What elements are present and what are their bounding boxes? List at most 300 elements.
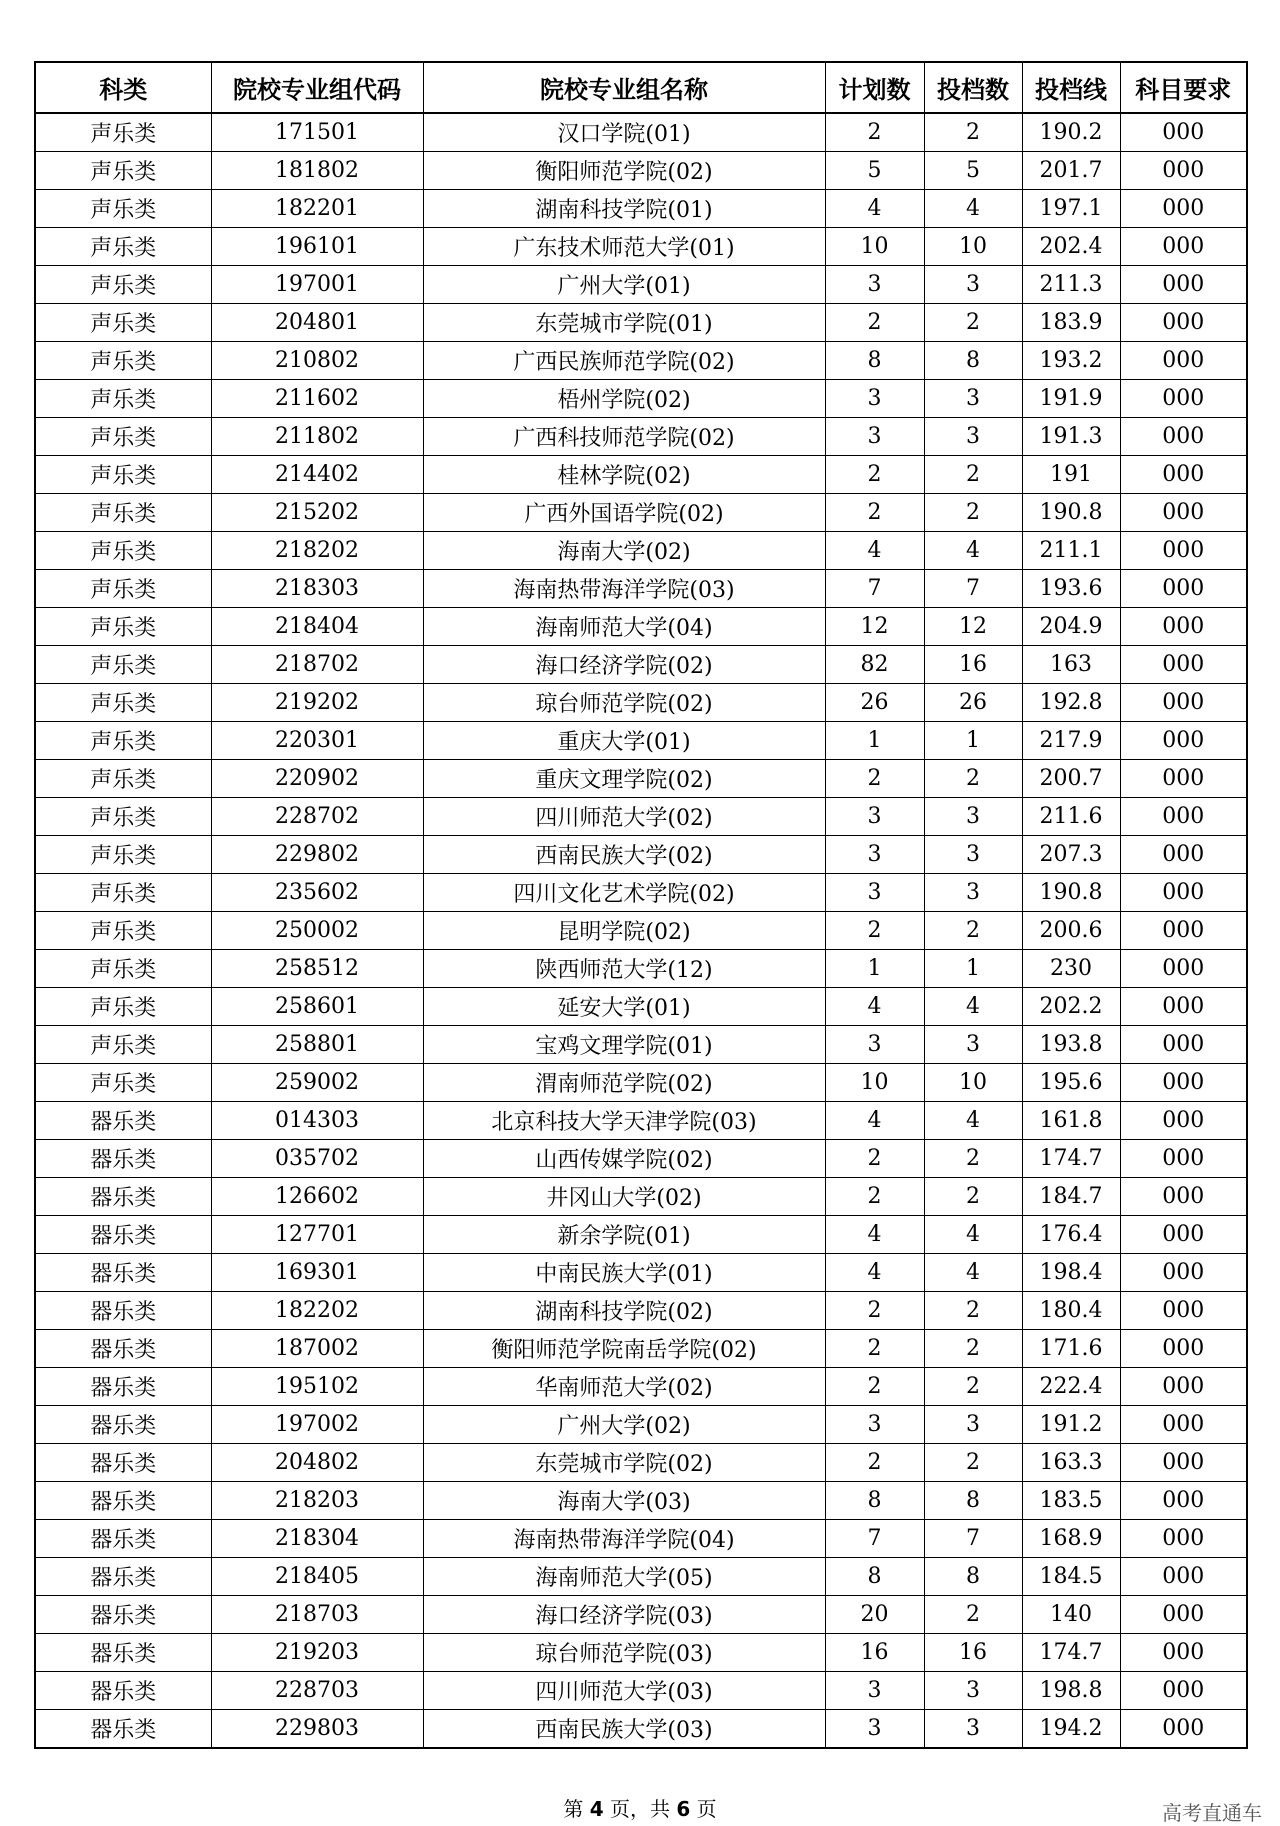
cell-cutoff-score: 168.9 xyxy=(1022,1520,1120,1558)
cell-subject-requirement: 000 xyxy=(1120,1482,1247,1520)
cell-subject-requirement: 000 xyxy=(1120,1558,1247,1596)
cell-cutoff-score: 163 xyxy=(1022,646,1120,684)
table-row xyxy=(35,532,1247,570)
cell-subject-requirement: 000 xyxy=(1120,190,1247,228)
cell-cutoff-score: 200.6 xyxy=(1022,912,1120,950)
cell-plan-count: 2 xyxy=(825,1140,924,1178)
cell-subject-requirement: 000 xyxy=(1120,532,1247,570)
cell-category: 器乐类 xyxy=(35,1178,211,1216)
cell-group-code: 197002 xyxy=(211,1406,423,1444)
cell-admitted-count: 7 xyxy=(924,570,1022,608)
watermark-text: 高考直通车 xyxy=(1162,1801,1262,1825)
cell-group-name: 海南大学(03) xyxy=(423,1482,825,1520)
cell-category: 声乐类 xyxy=(35,494,211,532)
cell-subject-requirement: 000 xyxy=(1120,798,1247,836)
cell-plan-count: 2 xyxy=(825,1292,924,1330)
cell-category: 声乐类 xyxy=(35,418,211,456)
cell-group-name: 广西外国语学院(02) xyxy=(423,494,825,532)
cell-subject-requirement: 000 xyxy=(1120,342,1247,380)
cell-group-name: 广东技术师范大学(01) xyxy=(423,228,825,266)
cell-group-code: 182202 xyxy=(211,1292,423,1330)
cell-group-code: 181802 xyxy=(211,152,423,190)
table-row xyxy=(35,1216,1247,1254)
table-body xyxy=(35,113,1247,1748)
cell-cutoff-score: 217.9 xyxy=(1022,722,1120,760)
cell-category: 声乐类 xyxy=(35,570,211,608)
cell-admitted-count: 2 xyxy=(924,1368,1022,1406)
cell-subject-requirement: 000 xyxy=(1120,836,1247,874)
cell-plan-count: 4 xyxy=(825,988,924,1026)
cell-group-code: 218404 xyxy=(211,608,423,646)
cell-plan-count: 3 xyxy=(825,1406,924,1444)
table-row xyxy=(35,608,1247,646)
cell-admitted-count: 1 xyxy=(924,950,1022,988)
table-row xyxy=(35,113,1247,152)
table-header-row xyxy=(35,62,1247,113)
cell-group-code: 218702 xyxy=(211,646,423,684)
cell-group-name: 山西传媒学院(02) xyxy=(423,1140,825,1178)
cell-group-code: 220902 xyxy=(211,760,423,798)
cell-subject-requirement: 000 xyxy=(1120,950,1247,988)
cell-group-name: 琼台师范学院(02) xyxy=(423,684,825,722)
cell-plan-count: 4 xyxy=(825,190,924,228)
cell-plan-count: 12 xyxy=(825,608,924,646)
cell-category: 声乐类 xyxy=(35,722,211,760)
cell-admitted-count: 16 xyxy=(924,1634,1022,1672)
cell-subject-requirement: 000 xyxy=(1120,1520,1247,1558)
cell-plan-count: 3 xyxy=(825,798,924,836)
cell-cutoff-score: 193.2 xyxy=(1022,342,1120,380)
cell-group-code: 229802 xyxy=(211,836,423,874)
cell-admitted-count: 8 xyxy=(924,1558,1022,1596)
cell-category: 声乐类 xyxy=(35,912,211,950)
cell-group-name: 重庆大学(01) xyxy=(423,722,825,760)
table-row xyxy=(35,912,1247,950)
cell-subject-requirement: 000 xyxy=(1120,1178,1247,1216)
cell-category: 声乐类 xyxy=(35,608,211,646)
cell-cutoff-score: 176.4 xyxy=(1022,1216,1120,1254)
cell-cutoff-score: 193.6 xyxy=(1022,570,1120,608)
cell-group-code: 228702 xyxy=(211,798,423,836)
cell-category: 器乐类 xyxy=(35,1330,211,1368)
cell-group-code: 218303 xyxy=(211,570,423,608)
cell-group-name: 延安大学(01) xyxy=(423,988,825,1026)
cell-cutoff-score: 184.7 xyxy=(1022,1178,1120,1216)
cell-plan-count: 1 xyxy=(825,722,924,760)
cell-plan-count: 8 xyxy=(825,342,924,380)
cell-subject-requirement: 000 xyxy=(1120,646,1247,684)
cell-category: 声乐类 xyxy=(35,874,211,912)
cell-plan-count: 2 xyxy=(825,1368,924,1406)
cell-cutoff-score: 180.4 xyxy=(1022,1292,1120,1330)
cell-group-code: 196101 xyxy=(211,228,423,266)
cell-category: 声乐类 xyxy=(35,798,211,836)
cell-cutoff-score: 195.6 xyxy=(1022,1064,1120,1102)
cell-category: 声乐类 xyxy=(35,532,211,570)
cell-admitted-count: 16 xyxy=(924,646,1022,684)
table-row xyxy=(35,1292,1247,1330)
cell-category: 器乐类 xyxy=(35,1444,211,1482)
cell-group-code: 171501 xyxy=(211,113,423,152)
cell-group-code: 210802 xyxy=(211,342,423,380)
table-row xyxy=(35,456,1247,494)
table-row xyxy=(35,836,1247,874)
cell-subject-requirement: 000 xyxy=(1120,722,1247,760)
cell-category: 声乐类 xyxy=(35,684,211,722)
table-row xyxy=(35,1330,1247,1368)
cell-plan-count: 2 xyxy=(825,456,924,494)
cell-plan-count: 3 xyxy=(825,266,924,304)
cell-category: 器乐类 xyxy=(35,1672,211,1710)
cell-admitted-count: 2 xyxy=(924,113,1022,152)
cell-plan-count: 10 xyxy=(825,1064,924,1102)
cell-group-name: 广州大学(02) xyxy=(423,1406,825,1444)
cell-group-code: 220301 xyxy=(211,722,423,760)
table-row xyxy=(35,1102,1247,1140)
cell-plan-count: 2 xyxy=(825,1178,924,1216)
table-row xyxy=(35,1406,1247,1444)
cell-category: 声乐类 xyxy=(35,342,211,380)
cell-group-name: 华南师范大学(02) xyxy=(423,1368,825,1406)
cell-group-name: 海南热带海洋学院(03) xyxy=(423,570,825,608)
cell-cutoff-score: 163.3 xyxy=(1022,1444,1120,1482)
cell-subject-requirement: 000 xyxy=(1120,874,1247,912)
cell-plan-count: 20 xyxy=(825,1596,924,1634)
cell-group-name: 西南民族大学(03) xyxy=(423,1710,825,1749)
cell-group-name: 海口经济学院(03) xyxy=(423,1596,825,1634)
cell-admitted-count: 3 xyxy=(924,1026,1022,1064)
cell-plan-count: 3 xyxy=(825,418,924,456)
cell-cutoff-score: 211.6 xyxy=(1022,798,1120,836)
header-group-code: 院校专业组代码 xyxy=(211,62,423,113)
cell-subject-requirement: 000 xyxy=(1120,912,1247,950)
cell-plan-count: 8 xyxy=(825,1558,924,1596)
cell-plan-count: 82 xyxy=(825,646,924,684)
cell-group-name: 新余学院(01) xyxy=(423,1216,825,1254)
cell-cutoff-score: 194.2 xyxy=(1022,1710,1120,1749)
cell-category: 声乐类 xyxy=(35,266,211,304)
cell-admitted-count: 3 xyxy=(924,380,1022,418)
cell-group-name: 中南民族大学(01) xyxy=(423,1254,825,1292)
cell-category: 声乐类 xyxy=(35,988,211,1026)
cell-plan-count: 3 xyxy=(825,380,924,418)
cell-admitted-count: 4 xyxy=(924,988,1022,1026)
cell-admitted-count: 2 xyxy=(924,1178,1022,1216)
cell-cutoff-score: 140 xyxy=(1022,1596,1120,1634)
header-admitted-count: 投档数 xyxy=(924,62,1022,113)
cell-cutoff-score: 211.3 xyxy=(1022,266,1120,304)
cell-group-code: 218304 xyxy=(211,1520,423,1558)
cell-cutoff-score: 202.2 xyxy=(1022,988,1120,1026)
cell-group-name: 北京科技大学天津学院(03) xyxy=(423,1102,825,1140)
table-row xyxy=(35,228,1247,266)
cell-cutoff-score: 171.6 xyxy=(1022,1330,1120,1368)
cell-group-code: 204802 xyxy=(211,1444,423,1482)
cell-subject-requirement: 000 xyxy=(1120,1368,1247,1406)
cell-subject-requirement: 000 xyxy=(1120,1634,1247,1672)
header-cutoff-score: 投档线 xyxy=(1022,62,1120,113)
cell-group-code: 204801 xyxy=(211,304,423,342)
cell-plan-count: 8 xyxy=(825,1482,924,1520)
cell-plan-count: 2 xyxy=(825,1330,924,1368)
cell-group-code: 218202 xyxy=(211,532,423,570)
cell-group-name: 汉口学院(01) xyxy=(423,113,825,152)
table-row xyxy=(35,190,1247,228)
cell-group-code: 258601 xyxy=(211,988,423,1026)
cell-subject-requirement: 000 xyxy=(1120,1140,1247,1178)
cell-subject-requirement: 000 xyxy=(1120,1064,1247,1102)
cell-group-code: 218405 xyxy=(211,1558,423,1596)
cell-group-name: 广西民族师范学院(02) xyxy=(423,342,825,380)
cell-group-name: 海南热带海洋学院(04) xyxy=(423,1520,825,1558)
cell-cutoff-score: 191 xyxy=(1022,456,1120,494)
table-row xyxy=(35,1520,1247,1558)
cell-admitted-count: 3 xyxy=(924,836,1022,874)
cell-cutoff-score: 190.8 xyxy=(1022,874,1120,912)
footer-prefix: 第 xyxy=(563,1797,584,1821)
cell-plan-count: 2 xyxy=(825,304,924,342)
cell-subject-requirement: 000 xyxy=(1120,608,1247,646)
cell-category: 声乐类 xyxy=(35,1064,211,1102)
cell-cutoff-score: 211.1 xyxy=(1022,532,1120,570)
cell-cutoff-score: 204.9 xyxy=(1022,608,1120,646)
table-row xyxy=(35,1064,1247,1102)
footer-middle: 页，共 xyxy=(610,1797,670,1821)
cell-group-name: 海口经济学院(02) xyxy=(423,646,825,684)
cell-category: 器乐类 xyxy=(35,1558,211,1596)
cell-group-name: 东莞城市学院(01) xyxy=(423,304,825,342)
cell-admitted-count: 4 xyxy=(924,532,1022,570)
cell-group-name: 四川师范大学(03) xyxy=(423,1672,825,1710)
cell-subject-requirement: 000 xyxy=(1120,1254,1247,1292)
cell-subject-requirement: 000 xyxy=(1120,760,1247,798)
table-row xyxy=(35,722,1247,760)
cell-admitted-count: 2 xyxy=(924,760,1022,798)
cell-group-code: 126602 xyxy=(211,1178,423,1216)
cell-admitted-count: 26 xyxy=(924,684,1022,722)
cell-cutoff-score: 190.8 xyxy=(1022,494,1120,532)
footer-current-page: 4 xyxy=(589,1797,604,1821)
table-row xyxy=(35,266,1247,304)
cell-category: 声乐类 xyxy=(35,1026,211,1064)
cell-subject-requirement: 000 xyxy=(1120,1406,1247,1444)
cell-plan-count: 5 xyxy=(825,152,924,190)
cell-cutoff-score: 191.3 xyxy=(1022,418,1120,456)
cell-group-name: 重庆文理学院(02) xyxy=(423,760,825,798)
header-group-name: 院校专业组名称 xyxy=(423,62,825,113)
cell-group-name: 井冈山大学(02) xyxy=(423,1178,825,1216)
cell-cutoff-score: 193.8 xyxy=(1022,1026,1120,1064)
cell-admitted-count: 2 xyxy=(924,1330,1022,1368)
table-row xyxy=(35,304,1247,342)
cell-group-name: 广西科技师范学院(02) xyxy=(423,418,825,456)
cell-admitted-count: 2 xyxy=(924,456,1022,494)
cell-category: 器乐类 xyxy=(35,1140,211,1178)
cell-subject-requirement: 000 xyxy=(1120,1596,1247,1634)
table-row xyxy=(35,152,1247,190)
cell-group-code: 197001 xyxy=(211,266,423,304)
cell-cutoff-score: 174.7 xyxy=(1022,1140,1120,1178)
header-subject-requirement: 科目要求 xyxy=(1120,62,1247,113)
cell-category: 声乐类 xyxy=(35,950,211,988)
table-row xyxy=(35,1444,1247,1482)
cell-category: 声乐类 xyxy=(35,456,211,494)
cell-category: 器乐类 xyxy=(35,1102,211,1140)
cell-subject-requirement: 000 xyxy=(1120,228,1247,266)
cell-group-code: 218203 xyxy=(211,1482,423,1520)
cell-cutoff-score: 183.9 xyxy=(1022,304,1120,342)
cell-category: 器乐类 xyxy=(35,1634,211,1672)
cell-cutoff-score: 200.7 xyxy=(1022,760,1120,798)
cell-group-name: 桂林学院(02) xyxy=(423,456,825,494)
admission-table xyxy=(34,61,1248,1749)
cell-group-code: 235602 xyxy=(211,874,423,912)
cell-admitted-count: 12 xyxy=(924,608,1022,646)
table-row xyxy=(35,874,1247,912)
cell-category: 器乐类 xyxy=(35,1710,211,1749)
table-row xyxy=(35,1558,1247,1596)
cell-group-name: 湖南科技学院(01) xyxy=(423,190,825,228)
cell-subject-requirement: 000 xyxy=(1120,570,1247,608)
cell-cutoff-score: 190.2 xyxy=(1022,113,1120,152)
cell-subject-requirement: 000 xyxy=(1120,152,1247,190)
cell-category: 器乐类 xyxy=(35,1406,211,1444)
cell-subject-requirement: 000 xyxy=(1120,1330,1247,1368)
cell-plan-count: 2 xyxy=(825,912,924,950)
cell-plan-count: 4 xyxy=(825,1216,924,1254)
cell-group-code: 014303 xyxy=(211,1102,423,1140)
table-row xyxy=(35,494,1247,532)
cell-category: 声乐类 xyxy=(35,836,211,874)
cell-subject-requirement: 000 xyxy=(1120,1292,1247,1330)
table-row xyxy=(35,1634,1247,1672)
cell-category: 器乐类 xyxy=(35,1292,211,1330)
cell-cutoff-score: 222.4 xyxy=(1022,1368,1120,1406)
table-row xyxy=(35,684,1247,722)
table-row xyxy=(35,418,1247,456)
cell-group-code: 258512 xyxy=(211,950,423,988)
cell-plan-count: 10 xyxy=(825,228,924,266)
cell-group-name: 渭南师范学院(02) xyxy=(423,1064,825,1102)
cell-category: 声乐类 xyxy=(35,228,211,266)
table-row xyxy=(35,1710,1247,1749)
cell-group-code: 187002 xyxy=(211,1330,423,1368)
cell-group-code: 228703 xyxy=(211,1672,423,1710)
cell-subject-requirement: 000 xyxy=(1120,1672,1247,1710)
header-category: 科类 xyxy=(35,62,211,113)
cell-group-code: 258801 xyxy=(211,1026,423,1064)
cell-admitted-count: 8 xyxy=(924,1482,1022,1520)
cell-admitted-count: 3 xyxy=(924,1406,1022,1444)
table-row xyxy=(35,1368,1247,1406)
cell-cutoff-score: 191.9 xyxy=(1022,380,1120,418)
cell-cutoff-score: 197.1 xyxy=(1022,190,1120,228)
cell-category: 器乐类 xyxy=(35,1254,211,1292)
cell-admitted-count: 3 xyxy=(924,1672,1022,1710)
cell-group-code: 259002 xyxy=(211,1064,423,1102)
cell-group-name: 琼台师范学院(03) xyxy=(423,1634,825,1672)
cell-cutoff-score: 230 xyxy=(1022,950,1120,988)
cell-group-code: 211802 xyxy=(211,418,423,456)
cell-subject-requirement: 000 xyxy=(1120,1216,1247,1254)
cell-plan-count: 26 xyxy=(825,684,924,722)
cell-subject-requirement: 000 xyxy=(1120,113,1247,152)
cell-subject-requirement: 000 xyxy=(1120,1444,1247,1482)
table-row xyxy=(35,570,1247,608)
table-row xyxy=(35,1482,1247,1520)
cell-subject-requirement: 000 xyxy=(1120,1710,1247,1749)
cell-admitted-count: 7 xyxy=(924,1520,1022,1558)
cell-subject-requirement: 000 xyxy=(1120,684,1247,722)
footer-total-pages: 6 xyxy=(676,1797,691,1821)
cell-admitted-count: 2 xyxy=(924,1596,1022,1634)
cell-admitted-count: 10 xyxy=(924,1064,1022,1102)
cell-subject-requirement: 000 xyxy=(1120,1026,1247,1064)
cell-subject-requirement: 000 xyxy=(1120,1102,1247,1140)
cell-category: 声乐类 xyxy=(35,646,211,684)
cell-group-name: 梧州学院(02) xyxy=(423,380,825,418)
cell-plan-count: 1 xyxy=(825,950,924,988)
cell-plan-count: 7 xyxy=(825,1520,924,1558)
table-row xyxy=(35,646,1247,684)
cell-plan-count: 4 xyxy=(825,1102,924,1140)
cell-subject-requirement: 000 xyxy=(1120,456,1247,494)
cell-group-code: 211602 xyxy=(211,380,423,418)
cell-subject-requirement: 000 xyxy=(1120,304,1247,342)
cell-subject-requirement: 000 xyxy=(1120,380,1247,418)
cell-cutoff-score: 161.8 xyxy=(1022,1102,1120,1140)
cell-group-code: 182201 xyxy=(211,190,423,228)
cell-category: 声乐类 xyxy=(35,152,211,190)
cell-admitted-count: 8 xyxy=(924,342,1022,380)
cell-group-name: 衡阳师范学院(02) xyxy=(423,152,825,190)
table-row xyxy=(35,342,1247,380)
cell-plan-count: 3 xyxy=(825,1672,924,1710)
cell-admitted-count: 2 xyxy=(924,494,1022,532)
cell-admitted-count: 3 xyxy=(924,1710,1022,1749)
page-footer xyxy=(0,1793,1280,1822)
cell-admitted-count: 2 xyxy=(924,304,1022,342)
cell-admitted-count: 3 xyxy=(924,874,1022,912)
cell-group-name: 海南师范大学(04) xyxy=(423,608,825,646)
cell-admitted-count: 4 xyxy=(924,190,1022,228)
cell-plan-count: 3 xyxy=(825,836,924,874)
cell-cutoff-score: 174.7 xyxy=(1022,1634,1120,1672)
cell-admitted-count: 2 xyxy=(924,1292,1022,1330)
header-plan-count: 计划数 xyxy=(825,62,924,113)
table-row xyxy=(35,1672,1247,1710)
cell-plan-count: 2 xyxy=(825,113,924,152)
cell-cutoff-score: 202.4 xyxy=(1022,228,1120,266)
table-row xyxy=(35,798,1247,836)
table-row xyxy=(35,1254,1247,1292)
cell-group-name: 湖南科技学院(02) xyxy=(423,1292,825,1330)
table-row xyxy=(35,1026,1247,1064)
cell-admitted-count: 4 xyxy=(924,1216,1022,1254)
cell-category: 器乐类 xyxy=(35,1368,211,1406)
cell-admitted-count: 1 xyxy=(924,722,1022,760)
cell-admitted-count: 10 xyxy=(924,228,1022,266)
table-row xyxy=(35,760,1247,798)
cell-group-name: 陕西师范大学(12) xyxy=(423,950,825,988)
cell-category: 器乐类 xyxy=(35,1596,211,1634)
cell-admitted-count: 2 xyxy=(924,1140,1022,1178)
cell-admitted-count: 3 xyxy=(924,798,1022,836)
cell-group-code: 169301 xyxy=(211,1254,423,1292)
cell-admitted-count: 3 xyxy=(924,266,1022,304)
cell-group-code: 229803 xyxy=(211,1710,423,1749)
cell-group-code: 215202 xyxy=(211,494,423,532)
